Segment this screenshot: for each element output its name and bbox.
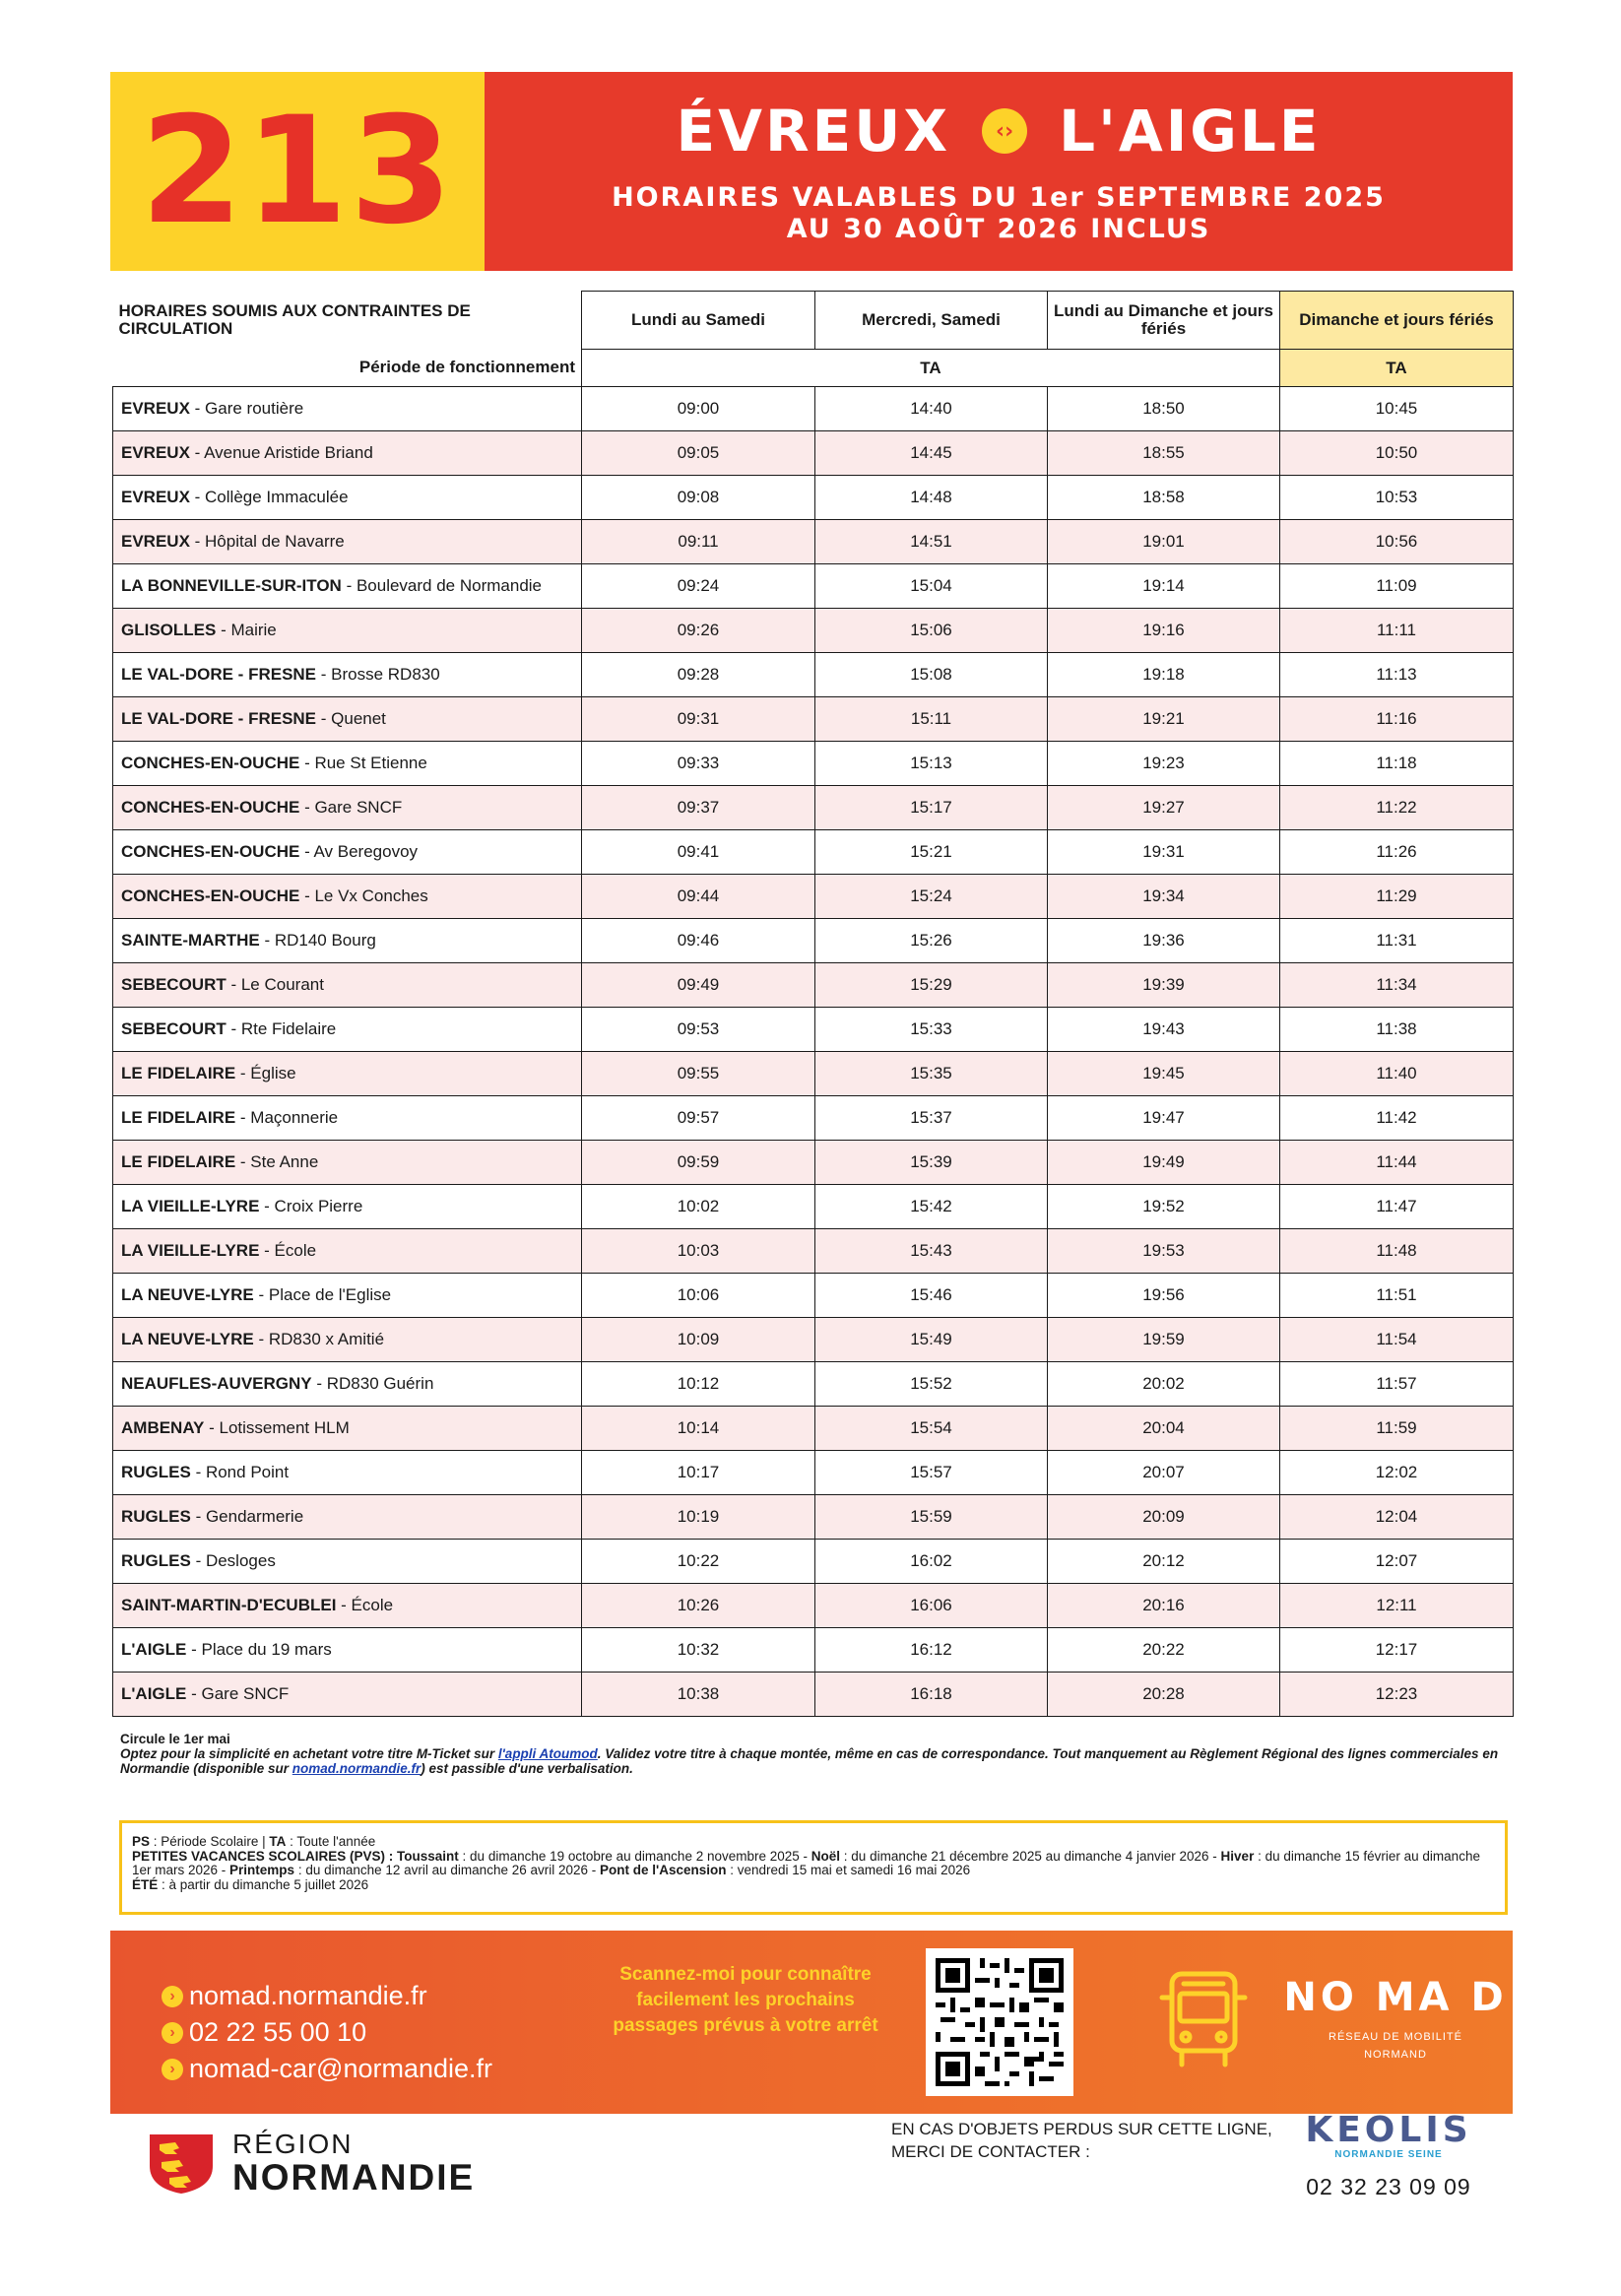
chevron-right-icon: › xyxy=(162,1986,183,2007)
stop-name xyxy=(113,564,582,609)
notes xyxy=(120,1732,1499,1776)
line-number-badge xyxy=(110,72,485,271)
keolis-phone[interactable]: 02 32 23 09 09 xyxy=(1306,2174,1471,2199)
stop-location: - RD140 Bourg xyxy=(259,931,376,950)
table-row xyxy=(113,1185,1514,1229)
table-row xyxy=(113,742,1514,786)
stop-name xyxy=(113,476,582,520)
stop-name xyxy=(113,786,582,830)
region-name: NORMANDIE xyxy=(232,2157,476,2198)
departure-time: 19:36 xyxy=(1048,919,1280,963)
departure-time: 20:02 xyxy=(1048,1362,1280,1407)
departure-time: 15:21 xyxy=(815,830,1048,875)
stop-town: EVREUX xyxy=(121,532,190,551)
origin-name: ÉVREUX xyxy=(676,98,951,164)
school-periods-box xyxy=(119,1820,1508,1915)
stop-town: EVREUX xyxy=(121,443,190,462)
table-row xyxy=(113,697,1514,742)
line-number: 213 xyxy=(140,86,455,257)
table-row xyxy=(113,609,1514,653)
table-row xyxy=(113,1229,1514,1274)
timetable-body xyxy=(113,387,1514,1717)
departure-time: 15:13 xyxy=(815,742,1048,786)
departure-time: 09:08 xyxy=(582,476,815,520)
summer-holidays: ÉTÉ : à partir du dimanche 5 juillet 2026 xyxy=(132,1876,369,1892)
stop-town: LE FIDELAIRE xyxy=(121,1108,236,1127)
table-row xyxy=(113,1628,1514,1673)
departure-time: 12:11 xyxy=(1280,1584,1514,1628)
departure-time: 20:12 xyxy=(1048,1540,1280,1584)
departure-time: 09:57 xyxy=(582,1096,815,1141)
departure-time: 19:14 xyxy=(1048,564,1280,609)
departure-time: 10:32 xyxy=(582,1628,815,1673)
period-code: TA xyxy=(582,350,1280,387)
departure-time: 14:45 xyxy=(815,431,1048,476)
departure-time: 11:57 xyxy=(1280,1362,1514,1407)
stop-name xyxy=(113,875,582,919)
destination-name: L'AIGLE xyxy=(1059,98,1322,164)
departure-time: 15:06 xyxy=(815,609,1048,653)
departure-time: 20:22 xyxy=(1048,1628,1280,1673)
note-may-first: Circule le 1er mai xyxy=(120,1732,230,1746)
departure-time: 15:11 xyxy=(815,697,1048,742)
stop-town: EVREUX xyxy=(121,399,190,418)
keolis-contact xyxy=(1300,2112,1477,2200)
stop-town: SEBECOURT xyxy=(121,1019,227,1038)
contact-list xyxy=(162,1978,492,2087)
stop-location: - Gare routière xyxy=(189,399,304,418)
departure-time: 18:55 xyxy=(1048,431,1280,476)
stop-town: CONCHES-EN-OUCHE xyxy=(121,754,300,772)
stop-name xyxy=(113,431,582,476)
stop-location: - Rond Point xyxy=(190,1463,290,1481)
stop-name xyxy=(113,919,582,963)
departure-time: 20:07 xyxy=(1048,1451,1280,1495)
stop-town: LA NEUVE-LYRE xyxy=(121,1285,254,1304)
column-header-sunday: Dimanche et jours fériés xyxy=(1280,292,1514,350)
stop-location: - Brosse RD830 xyxy=(316,665,440,684)
region-normandie-logo xyxy=(146,2130,475,2197)
departure-time: 09:37 xyxy=(582,786,815,830)
stop-town: L'AIGLE xyxy=(121,1684,187,1703)
departure-time: 16:12 xyxy=(815,1628,1048,1673)
departure-time: 15:17 xyxy=(815,786,1048,830)
departure-time: 16:06 xyxy=(815,1584,1048,1628)
table-row xyxy=(113,1540,1514,1584)
departure-time: 09:31 xyxy=(582,697,815,742)
table-row xyxy=(113,1052,1514,1096)
stop-location: - Av Beregovoy xyxy=(299,842,419,861)
departure-time: 11:26 xyxy=(1280,830,1514,875)
departure-time: 20:28 xyxy=(1048,1673,1280,1717)
departure-time: 11:47 xyxy=(1280,1185,1514,1229)
nomad-tagline-1: RÉSEAU DE MOBILITÉ xyxy=(1329,2031,1462,2043)
departure-time: 15:54 xyxy=(815,1407,1048,1451)
departure-time: 11:09 xyxy=(1280,564,1514,609)
departure-time: 09:59 xyxy=(582,1141,815,1185)
stop-location: - Desloges xyxy=(190,1551,276,1570)
departure-time: 10:38 xyxy=(582,1673,815,1717)
stop-town: LA VIEILLE-LYRE xyxy=(121,1241,260,1260)
departure-time: 09:49 xyxy=(582,963,815,1008)
stop-location: - Le Courant xyxy=(226,975,324,994)
stop-location: - RD830 Guérin xyxy=(311,1374,434,1393)
departure-time: 11:42 xyxy=(1280,1096,1514,1141)
departure-time: 19:23 xyxy=(1048,742,1280,786)
departure-time: 19:34 xyxy=(1048,875,1280,919)
departure-time: 18:50 xyxy=(1048,387,1280,431)
table-row xyxy=(113,786,1514,830)
table-row xyxy=(113,387,1514,431)
departure-time: 10:02 xyxy=(582,1185,815,1229)
departure-time: 09:05 xyxy=(582,431,815,476)
stop-location: - Rte Fidelaire xyxy=(226,1019,337,1038)
stop-name xyxy=(113,387,582,431)
stop-location: - Place de l'Eglise xyxy=(253,1285,392,1304)
departure-time: 11:11 xyxy=(1280,609,1514,653)
table-row xyxy=(113,520,1514,564)
timetable xyxy=(112,291,1514,1717)
departure-time: 15:42 xyxy=(815,1185,1048,1229)
stop-town: SAINT-MARTIN-D'ECUBLEI xyxy=(121,1596,337,1614)
departure-time: 10:45 xyxy=(1280,387,1514,431)
departure-time: 15:46 xyxy=(815,1274,1048,1318)
departure-time: 09:24 xyxy=(582,564,815,609)
table-row xyxy=(113,1274,1514,1318)
contact-banner xyxy=(110,1931,1513,2114)
stop-location: - Collège Immaculée xyxy=(189,488,349,506)
departure-time: 12:04 xyxy=(1280,1495,1514,1540)
qr-code[interactable] xyxy=(926,1948,1073,2096)
column-header: Lundi au Samedi xyxy=(582,292,815,350)
departure-time: 10:14 xyxy=(582,1407,815,1451)
column-header: Lundi au Dimanche et jours fériés xyxy=(1048,292,1280,350)
departure-time: 11:29 xyxy=(1280,875,1514,919)
table-row xyxy=(113,919,1514,963)
stop-location: - Place du 19 mars xyxy=(186,1640,332,1659)
departure-time: 11:13 xyxy=(1280,653,1514,697)
departure-time: 19:49 xyxy=(1048,1141,1280,1185)
period-code-sunday: TA xyxy=(1280,350,1514,387)
departure-time: 19:52 xyxy=(1048,1185,1280,1229)
departure-time: 15:39 xyxy=(815,1141,1048,1185)
departure-time: 15:29 xyxy=(815,963,1048,1008)
stop-location: - Ste Anne xyxy=(235,1152,319,1171)
stop-location: - École xyxy=(259,1241,317,1260)
period-legend: PS : Période Scolaire | TA : Toute l'année xyxy=(132,1834,376,1849)
departure-time: 10:56 xyxy=(1280,520,1514,564)
atoumod-app-link[interactable]: l'appli Atoumod xyxy=(497,1746,598,1761)
stop-name xyxy=(113,1495,582,1540)
stop-name xyxy=(113,1008,582,1052)
departure-time: 10:26 xyxy=(582,1584,815,1628)
timetable-constraints-label: HORAIRES SOUMIS AUX CONTRAINTES DE CIRCULATION xyxy=(113,292,582,350)
departure-time: 15:26 xyxy=(815,919,1048,963)
departure-time: 19:59 xyxy=(1048,1318,1280,1362)
table-row xyxy=(113,1673,1514,1717)
departure-time: 10:53 xyxy=(1280,476,1514,520)
departure-time: 19:47 xyxy=(1048,1096,1280,1141)
stop-location: - RD830 x Amitié xyxy=(253,1330,385,1348)
route-title-box xyxy=(485,72,1513,271)
note-mticket: Optez pour la simplicité en achetant votre titre M-Ticket sur l'appli Atoumod. Validez votre titre à chaque montée, même en cas de correspondance. Tout manquement au Règlement Régional des lignes commerciales en Normandie (disponible sur nomad.normandie.fr) est passible d'une verbalisation. xyxy=(120,1746,1499,1776)
departure-time: 16:18 xyxy=(815,1673,1048,1717)
stop-name xyxy=(113,1052,582,1096)
table-row xyxy=(113,1407,1514,1451)
stop-town: CONCHES-EN-OUCHE xyxy=(121,886,300,905)
departure-time: 19:53 xyxy=(1048,1229,1280,1274)
stop-town: EVREUX xyxy=(121,488,190,506)
chevron-right-icon: › xyxy=(162,2059,183,2080)
departure-time: 19:01 xyxy=(1048,520,1280,564)
keolis-subtitle: NORMANDIE SEINE xyxy=(1334,2149,1443,2160)
stop-town: LA BONNEVILLE-SUR-ITON xyxy=(121,576,342,595)
departure-time: 12:07 xyxy=(1280,1540,1514,1584)
stop-name xyxy=(113,1185,582,1229)
table-row xyxy=(113,1451,1514,1495)
departure-time: 11:16 xyxy=(1280,697,1514,742)
stop-location: - Gare SNCF xyxy=(186,1684,290,1703)
departure-time: 11:51 xyxy=(1280,1274,1514,1318)
stop-town: LE FIDELAIRE xyxy=(121,1064,236,1082)
table-row xyxy=(113,431,1514,476)
stop-location: - Quenet xyxy=(316,709,386,728)
departure-time: 19:45 xyxy=(1048,1052,1280,1096)
departure-time: 15:35 xyxy=(815,1052,1048,1096)
stop-location: - Gare SNCF xyxy=(299,798,403,817)
stop-name xyxy=(113,1096,582,1141)
stop-location: - Rue St Etienne xyxy=(299,754,427,772)
stop-name xyxy=(113,1274,582,1318)
departure-time: 16:02 xyxy=(815,1540,1048,1584)
stop-town: NEAUFLES-AUVERGNY xyxy=(121,1374,312,1393)
departure-time: 09:28 xyxy=(582,653,815,697)
stop-location: - Avenue Aristide Briand xyxy=(189,443,373,462)
departure-time: 15:04 xyxy=(815,564,1048,609)
qr-code-icon xyxy=(936,1958,1064,2086)
departure-time: 15:59 xyxy=(815,1495,1048,1540)
departure-time: 12:02 xyxy=(1280,1451,1514,1495)
lost-items-notice: EN CAS D'OBJETS PERDUS SUR CETTE LIGNE, MERCI DE CONTACTER : xyxy=(891,2120,1272,2161)
stop-town: LA NEUVE-LYRE xyxy=(121,1330,254,1348)
departure-time: 09:55 xyxy=(582,1052,815,1096)
departure-time: 19:56 xyxy=(1048,1274,1280,1318)
departure-time: 09:26 xyxy=(582,609,815,653)
normandy-lions-icon xyxy=(146,2131,217,2196)
stop-location: - Mairie xyxy=(216,621,277,639)
email-contact[interactable]: › nomad-car@normandie.fr xyxy=(162,2051,492,2087)
chevron-right-icon: › xyxy=(162,2022,183,2044)
departure-time: 15:08 xyxy=(815,653,1048,697)
departure-time: 11:44 xyxy=(1280,1141,1514,1185)
stop-town: CONCHES-EN-OUCHE xyxy=(121,798,300,817)
departure-time: 19:31 xyxy=(1048,830,1280,875)
validity-period-line2: AU 30 AOÛT 2026 INCLUS xyxy=(786,214,1211,244)
stop-town: LE VAL-DORE - FRESNE xyxy=(121,709,317,728)
stop-town: RUGLES xyxy=(121,1551,191,1570)
departure-time: 14:40 xyxy=(815,387,1048,431)
stop-name xyxy=(113,1141,582,1185)
stop-location: - Boulevard de Normandie xyxy=(341,576,543,595)
table-row xyxy=(113,653,1514,697)
stop-name xyxy=(113,1318,582,1362)
departure-time: 10:06 xyxy=(582,1274,815,1318)
stop-name xyxy=(113,742,582,786)
stop-town: SEBECOURT xyxy=(121,975,227,994)
departure-time: 10:09 xyxy=(582,1318,815,1362)
page-header xyxy=(110,72,1513,271)
departure-time: 12:17 xyxy=(1280,1628,1514,1673)
stop-location: - Gendarmerie xyxy=(190,1507,304,1526)
departure-time: 09:41 xyxy=(582,830,815,875)
stop-location: - École xyxy=(336,1596,394,1614)
stop-location: - Croix Pierre xyxy=(259,1197,363,1215)
nomad-tagline-2: NORMAND xyxy=(1364,2049,1427,2061)
stop-town: LE FIDELAIRE xyxy=(121,1152,236,1171)
table-row xyxy=(113,1362,1514,1407)
stop-name xyxy=(113,1407,582,1451)
stop-location: - Église xyxy=(235,1064,296,1082)
qr-scan-text: Scannez-moi pour connaître facilement les prochains passages prévus à votre arrêt xyxy=(613,1964,878,2036)
departure-time: 11:31 xyxy=(1280,919,1514,963)
nomad-wordmark: NO MA D xyxy=(1283,1975,1508,2020)
stop-town: RUGLES xyxy=(121,1463,191,1481)
departure-time: 11:34 xyxy=(1280,963,1514,1008)
website-contact[interactable]: › nomad.normandie.fr xyxy=(162,1978,492,2014)
departure-time: 15:37 xyxy=(815,1096,1048,1141)
period-label: Période de fonctionnement xyxy=(113,350,582,387)
stop-location: - Le Vx Conches xyxy=(299,886,428,905)
table-row xyxy=(113,1008,1514,1052)
departure-time: 19:18 xyxy=(1048,653,1280,697)
nomad-website-link[interactable]: nomad.normandie.fr xyxy=(292,1761,421,1776)
bidirectional-arrows-icon: ‹› xyxy=(982,108,1027,154)
departure-time: 11:48 xyxy=(1280,1229,1514,1274)
stop-location: - Maçonnerie xyxy=(235,1108,339,1127)
table-row xyxy=(113,1318,1514,1362)
table-row xyxy=(113,1495,1514,1540)
departure-time: 11:54 xyxy=(1280,1318,1514,1362)
departure-time: 11:59 xyxy=(1280,1407,1514,1451)
phone-contact[interactable]: › 02 22 55 00 10 xyxy=(162,2014,492,2051)
stop-name xyxy=(113,1628,582,1673)
table-row xyxy=(113,875,1514,919)
departure-time: 10:50 xyxy=(1280,431,1514,476)
column-header: Mercredi, Samedi xyxy=(815,292,1048,350)
departure-time: 10:22 xyxy=(582,1540,815,1584)
table-row xyxy=(113,476,1514,520)
stop-name xyxy=(113,1673,582,1717)
departure-time: 09:44 xyxy=(582,875,815,919)
stop-name xyxy=(113,1362,582,1407)
stop-town: CONCHES-EN-OUCHE xyxy=(121,842,300,861)
departure-time: 14:51 xyxy=(815,520,1048,564)
departure-time: 19:27 xyxy=(1048,786,1280,830)
departure-time: 10:03 xyxy=(582,1229,815,1274)
departure-time: 11:38 xyxy=(1280,1008,1514,1052)
stop-town: RUGLES xyxy=(121,1507,191,1526)
departure-time: 10:12 xyxy=(582,1362,815,1407)
region-label: RÉGION xyxy=(232,2129,354,2159)
stop-name xyxy=(113,830,582,875)
departure-time: 11:18 xyxy=(1280,742,1514,786)
stop-name xyxy=(113,609,582,653)
stop-town: AMBENAY xyxy=(121,1418,205,1437)
departure-time: 09:53 xyxy=(582,1008,815,1052)
stop-town: L'AIGLE xyxy=(121,1640,187,1659)
departure-time: 20:09 xyxy=(1048,1495,1280,1540)
table-row xyxy=(113,564,1514,609)
departure-time: 15:49 xyxy=(815,1318,1048,1362)
departure-time: 15:57 xyxy=(815,1451,1048,1495)
stop-location: - Lotissement HLM xyxy=(204,1418,350,1437)
departure-time: 15:43 xyxy=(815,1229,1048,1274)
departure-time: 11:22 xyxy=(1280,786,1514,830)
stop-name xyxy=(113,1229,582,1274)
table-row xyxy=(113,1584,1514,1628)
stop-name xyxy=(113,697,582,742)
stop-name xyxy=(113,520,582,564)
stop-location: - Hôpital de Navarre xyxy=(189,532,345,551)
table-row xyxy=(113,1096,1514,1141)
departure-time: 19:39 xyxy=(1048,963,1280,1008)
departure-time: 11:40 xyxy=(1280,1052,1514,1096)
departure-time: 09:33 xyxy=(582,742,815,786)
route-title xyxy=(677,98,1322,164)
departure-time: 15:24 xyxy=(815,875,1048,919)
keolis-logo: KEOLIS xyxy=(1305,2110,1472,2150)
departure-time: 18:58 xyxy=(1048,476,1280,520)
nomad-logo xyxy=(1282,1975,1509,2064)
bus-icon xyxy=(1154,1966,1253,2079)
stop-name xyxy=(113,963,582,1008)
departure-time: 09:00 xyxy=(582,387,815,431)
stop-town: SAINTE-MARTHE xyxy=(121,931,260,950)
departure-time: 19:21 xyxy=(1048,697,1280,742)
stop-town: GLISOLLES xyxy=(121,621,217,639)
departure-time: 09:46 xyxy=(582,919,815,963)
departure-time: 15:33 xyxy=(815,1008,1048,1052)
departure-time: 15:52 xyxy=(815,1362,1048,1407)
departure-time: 12:23 xyxy=(1280,1673,1514,1717)
departure-time: 19:16 xyxy=(1048,609,1280,653)
stop-name xyxy=(113,1540,582,1584)
stop-name xyxy=(113,653,582,697)
table-row xyxy=(113,830,1514,875)
stop-name xyxy=(113,1451,582,1495)
school-holidays: PETITES VACANCES SCOLAIRES (PVS) : Toussaint : du dimanche 19 octobre au dimanche 2 novembre 2025 - Noël : du dimanche 21 décembre 2025 au dimanche 4 janvier 2026 - Hiver : du dimanche 15 février au dimanche 1er mars 2026 - Printemps : du dimanche 12 avril au dimanche 26 avril 2026 - Pont de l'Ascension : vendredi 15 mai et samedi 16 mai 2026 xyxy=(132,1848,1480,1877)
table-row xyxy=(113,963,1514,1008)
departure-time: 09:11 xyxy=(582,520,815,564)
departure-time: 10:17 xyxy=(582,1451,815,1495)
departure-time: 14:48 xyxy=(815,476,1048,520)
validity-period-line1: HORAIRES VALABLES DU 1er SEPTEMBRE 2025 xyxy=(612,182,1386,213)
departure-time: 20:16 xyxy=(1048,1584,1280,1628)
stop-name xyxy=(113,1584,582,1628)
stop-town: LE VAL-DORE - FRESNE xyxy=(121,665,317,684)
table-row xyxy=(113,1141,1514,1185)
departure-time: 20:04 xyxy=(1048,1407,1280,1451)
departure-time: 10:19 xyxy=(582,1495,815,1540)
departure-time: 19:43 xyxy=(1048,1008,1280,1052)
stop-town: LA VIEILLE-LYRE xyxy=(121,1197,260,1215)
